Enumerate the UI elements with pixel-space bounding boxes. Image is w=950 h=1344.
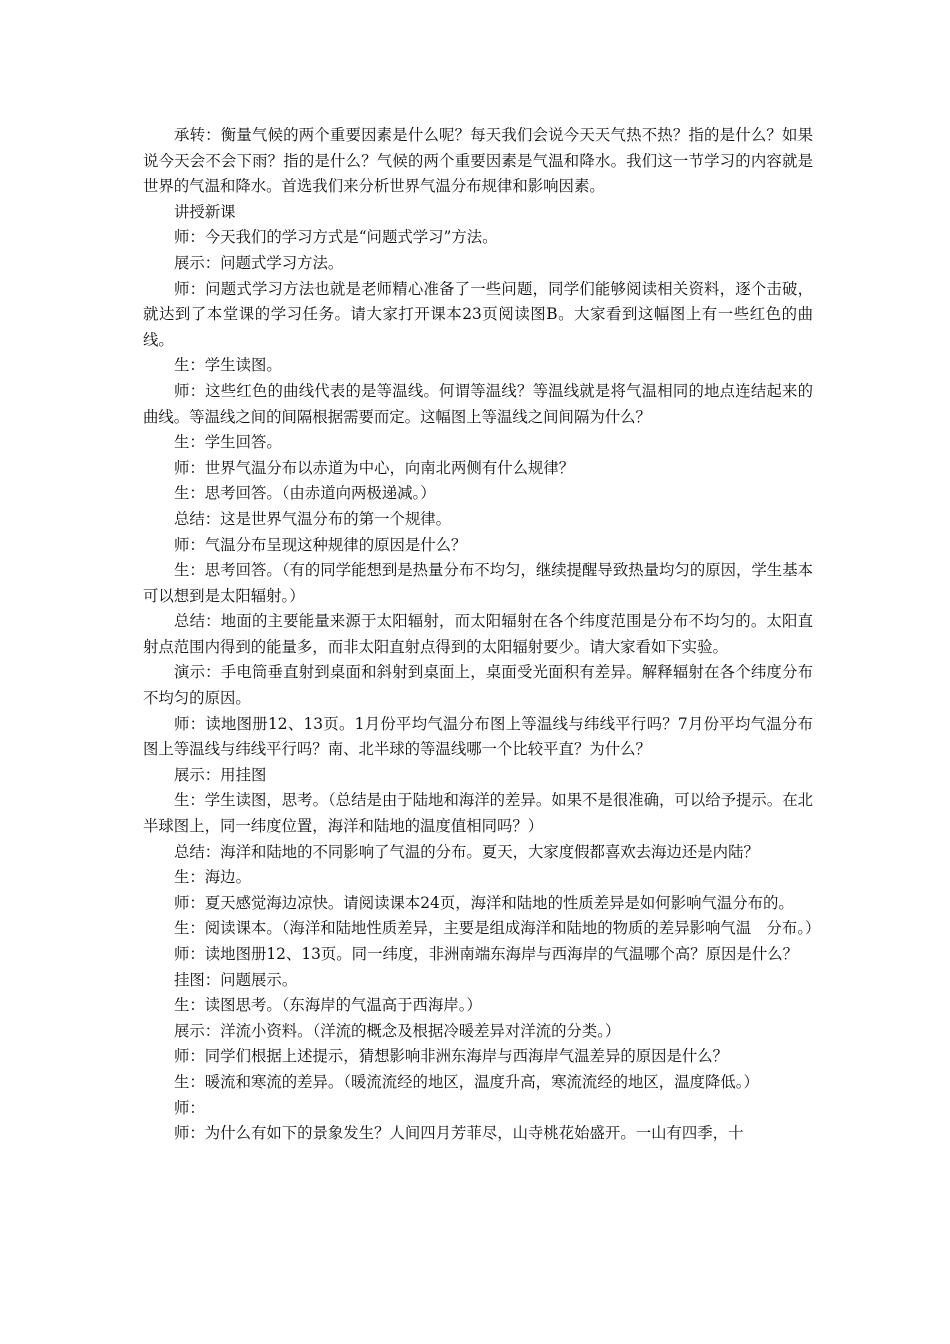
paragraph-29: 师： <box>174 1098 205 1117</box>
paragraph-7: 师：这些红色的曲线代表的是等温线。何谓等温线？等温线就是将气温相同的地点连结起来的曲线。等温线之间的间隔根据需要而定。这幅图上等温线之间间隔为什么？ <box>143 381 813 426</box>
paragraph-30: 师：为什么有如下的景象发生？人间四月芳菲尽，山寺桃花始盛开。一山有四季，十 <box>174 1124 744 1143</box>
paragraph-1: 承转：衡量气候的两个重要因素是什么呢？每天我们会说今天天气热不热？指的是什么？如果说今天会不会下雨？指的是什么？气候的两个重要因素是气温和降水。我们这一节学习的内容就是世界的气温和降水。首选我们来分析世界气温分布规律和影响因素。 <box>143 126 813 196</box>
paragraph-9: 师：世界气温分布以赤道为中心，向南北两侧有什么规律？ <box>174 458 575 477</box>
paragraph-26: 展示：洋流小资料。（洋流的概念及根据冷暖差异对洋流的分类。） <box>174 1021 621 1040</box>
paragraph-15: 演示：手电筒垂直射到桌面和斜射到桌面上，桌面受光面积有差异。解释辐射在各个纬度分布不均匀的原因。 <box>143 663 813 708</box>
paragraph-23: 师：读地图册12、13页。同一纬度，非洲南端东海岸与西海岸的气温哪个高？原因是什么？ <box>174 945 799 963</box>
paragraph-25: 生：读图思考。（东海岸的气温高于西海岸。） <box>174 996 482 1015</box>
paragraph-11: 总结：这是世界气温分布的第一个规律。 <box>174 509 452 528</box>
paragraph-22: 生：阅读课本。（海洋和陆地性质差异，主要是组成海洋和陆地的物质的差异影响气温 分布。） <box>174 919 821 938</box>
paragraph-20: 生：海边。 <box>174 868 251 887</box>
paragraph-14: 总结：地面的主要能量来源于太阳辐射，而太阳辐射在各个纬度范围是分布不均匀的。太阳直射点范围内得到的能量多，而非太阳直射点得到的太阳辐射要少。请大家看如下实验。 <box>143 612 813 656</box>
paragraph-27: 师：同学们根据上述提示，猜想影响非洲东海岸与西海岸气温差异的原因是什么？ <box>174 1047 729 1066</box>
paragraph-6: 生：学生读图。 <box>174 356 282 375</box>
paragraph-19: 总结：海洋和陆地的不同影响了气温的分布。夏天，大家度假都喜欢去海边还是内陆？ <box>174 842 759 861</box>
paragraph-16: 师：读地图册12、13页。1月份平均气温分布图上等温线与纬线平行吗？7月份平均气温分布图上等温线与纬线平行吗？南、北半球的等温线哪一个比较平直？为什么？ <box>143 714 813 759</box>
paragraph-4: 展示：问题式学习方法。 <box>174 253 344 272</box>
paragraph-28: 生：暖流和寒流的差异。（暖流流经的地区，温度升高，寒流流经的地区，温度降低。） <box>174 1072 759 1091</box>
paragraph-2: 讲授新课 <box>174 202 236 221</box>
paragraph-3: 师：今天我们的学习方式是“问题式学习”方法。 <box>174 228 498 247</box>
paragraph-18: 生：学生读图，思考。（总结是由于陆地和海洋的差异。如果不是很准确，可以给予提示。在北半球图上，同一纬度位置，海洋和陆地的温度值相同吗？） <box>143 791 813 836</box>
paragraph-10: 生：思考回答。（由赤道向两极递减。） <box>174 484 436 503</box>
paragraph-12: 师：气温分布呈现这种规律的原因是什么？ <box>174 535 467 554</box>
paragraph-17: 展示：用挂图 <box>174 765 267 784</box>
document-body <box>143 123 821 1147</box>
paragraph-24: 挂图：问题展示。 <box>174 970 298 989</box>
paragraph-13: 生：思考回答。（有的同学能想到是热量分布不均匀，继续提醒导致热量均匀的原因，学生基本可以想到是太阳辐射。） <box>143 561 813 605</box>
paragraph-8: 生：学生回答。 <box>174 433 282 452</box>
paragraph-5: 师：问题式学习方法也就是老师精心准备了一些问题，同学们能够阅读相关资料，逐个击破，就达到了本堂课的学习任务。请大家打开课本23页阅读图B。大家看到这幅图上有一些红色的曲线。 <box>143 279 813 349</box>
paragraph-21: 师：夏天感觉海边凉快。请阅读课本24页，海洋和陆地的性质差异是如何影响气温分布的。 <box>174 893 794 912</box>
